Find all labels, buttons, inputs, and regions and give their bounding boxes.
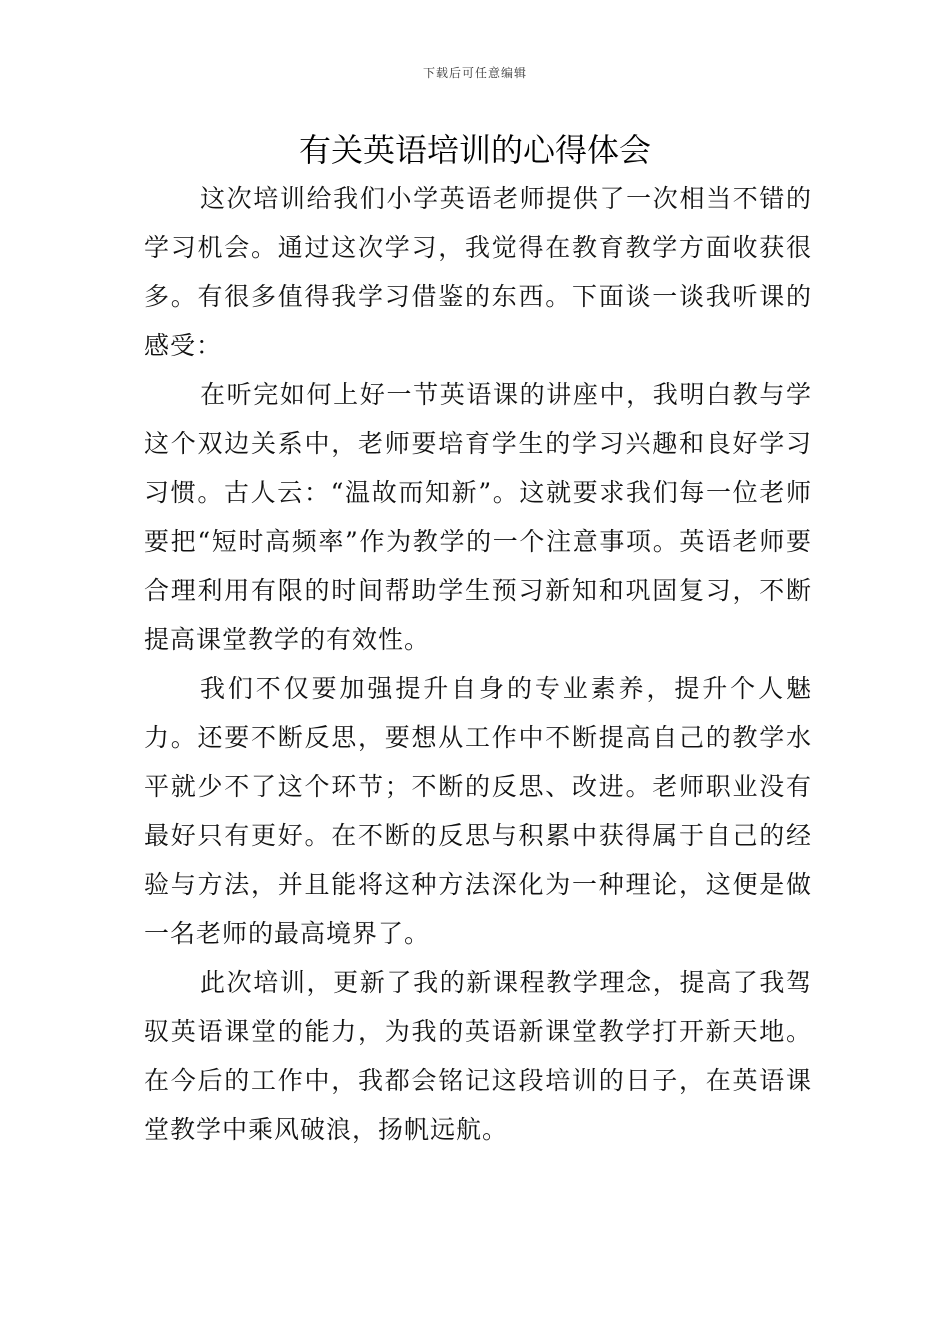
header-note: 下载后可任意编辑 [422, 66, 527, 80]
paragraph-3: 我们不仅要加强提升自身的专业素养，提升个人魅力。还要不断反思，要想从工作中不断提高自己的教学水平就少不了这个环节；不断的反思、改进。老师职业没有最好只有更好。在不断的反思与积累中获得属于自己的经验与方法，并且能将这种方法深化为一种理论，这便是做一名老师的最高境界了。 [144, 674, 812, 948]
paragraph-1: 这次培训给我们小学英语老师提供了一次相当不错的学习机会。通过这次学习，我觉得在教育教学方面收获很多。有很多值得我学习借鉴的东西。下面谈一谈我听课的感受： [144, 184, 812, 360]
document-title: 有关英语培训的心得体会 [298, 131, 651, 169]
document-body [144, 174, 812, 1154]
paragraph-4: 此次培训，更新了我的新课程教学理念，提高了我驾驭英语课堂的能力，为我的英语新课堂教学打开新天地。在今后的工作中，我都会铭记这段培训的日子，在英语课堂教学中乘风破浪，扬帆远航。 [144, 968, 812, 1144]
paragraph-2: 在听完如何上好一节英语课的讲座中，我明白教与学这个双边关系中，老师要培育学生的学习兴趣和良好学习习惯。古人云：“温故而知新”。这就要求我们每一位老师要把“短时高频率”作为教学的一个注意事项。英语老师要合理利用有限的时间帮助学生预习新知和巩固复习，不断提高课堂教学的有效性。 [144, 380, 812, 654]
